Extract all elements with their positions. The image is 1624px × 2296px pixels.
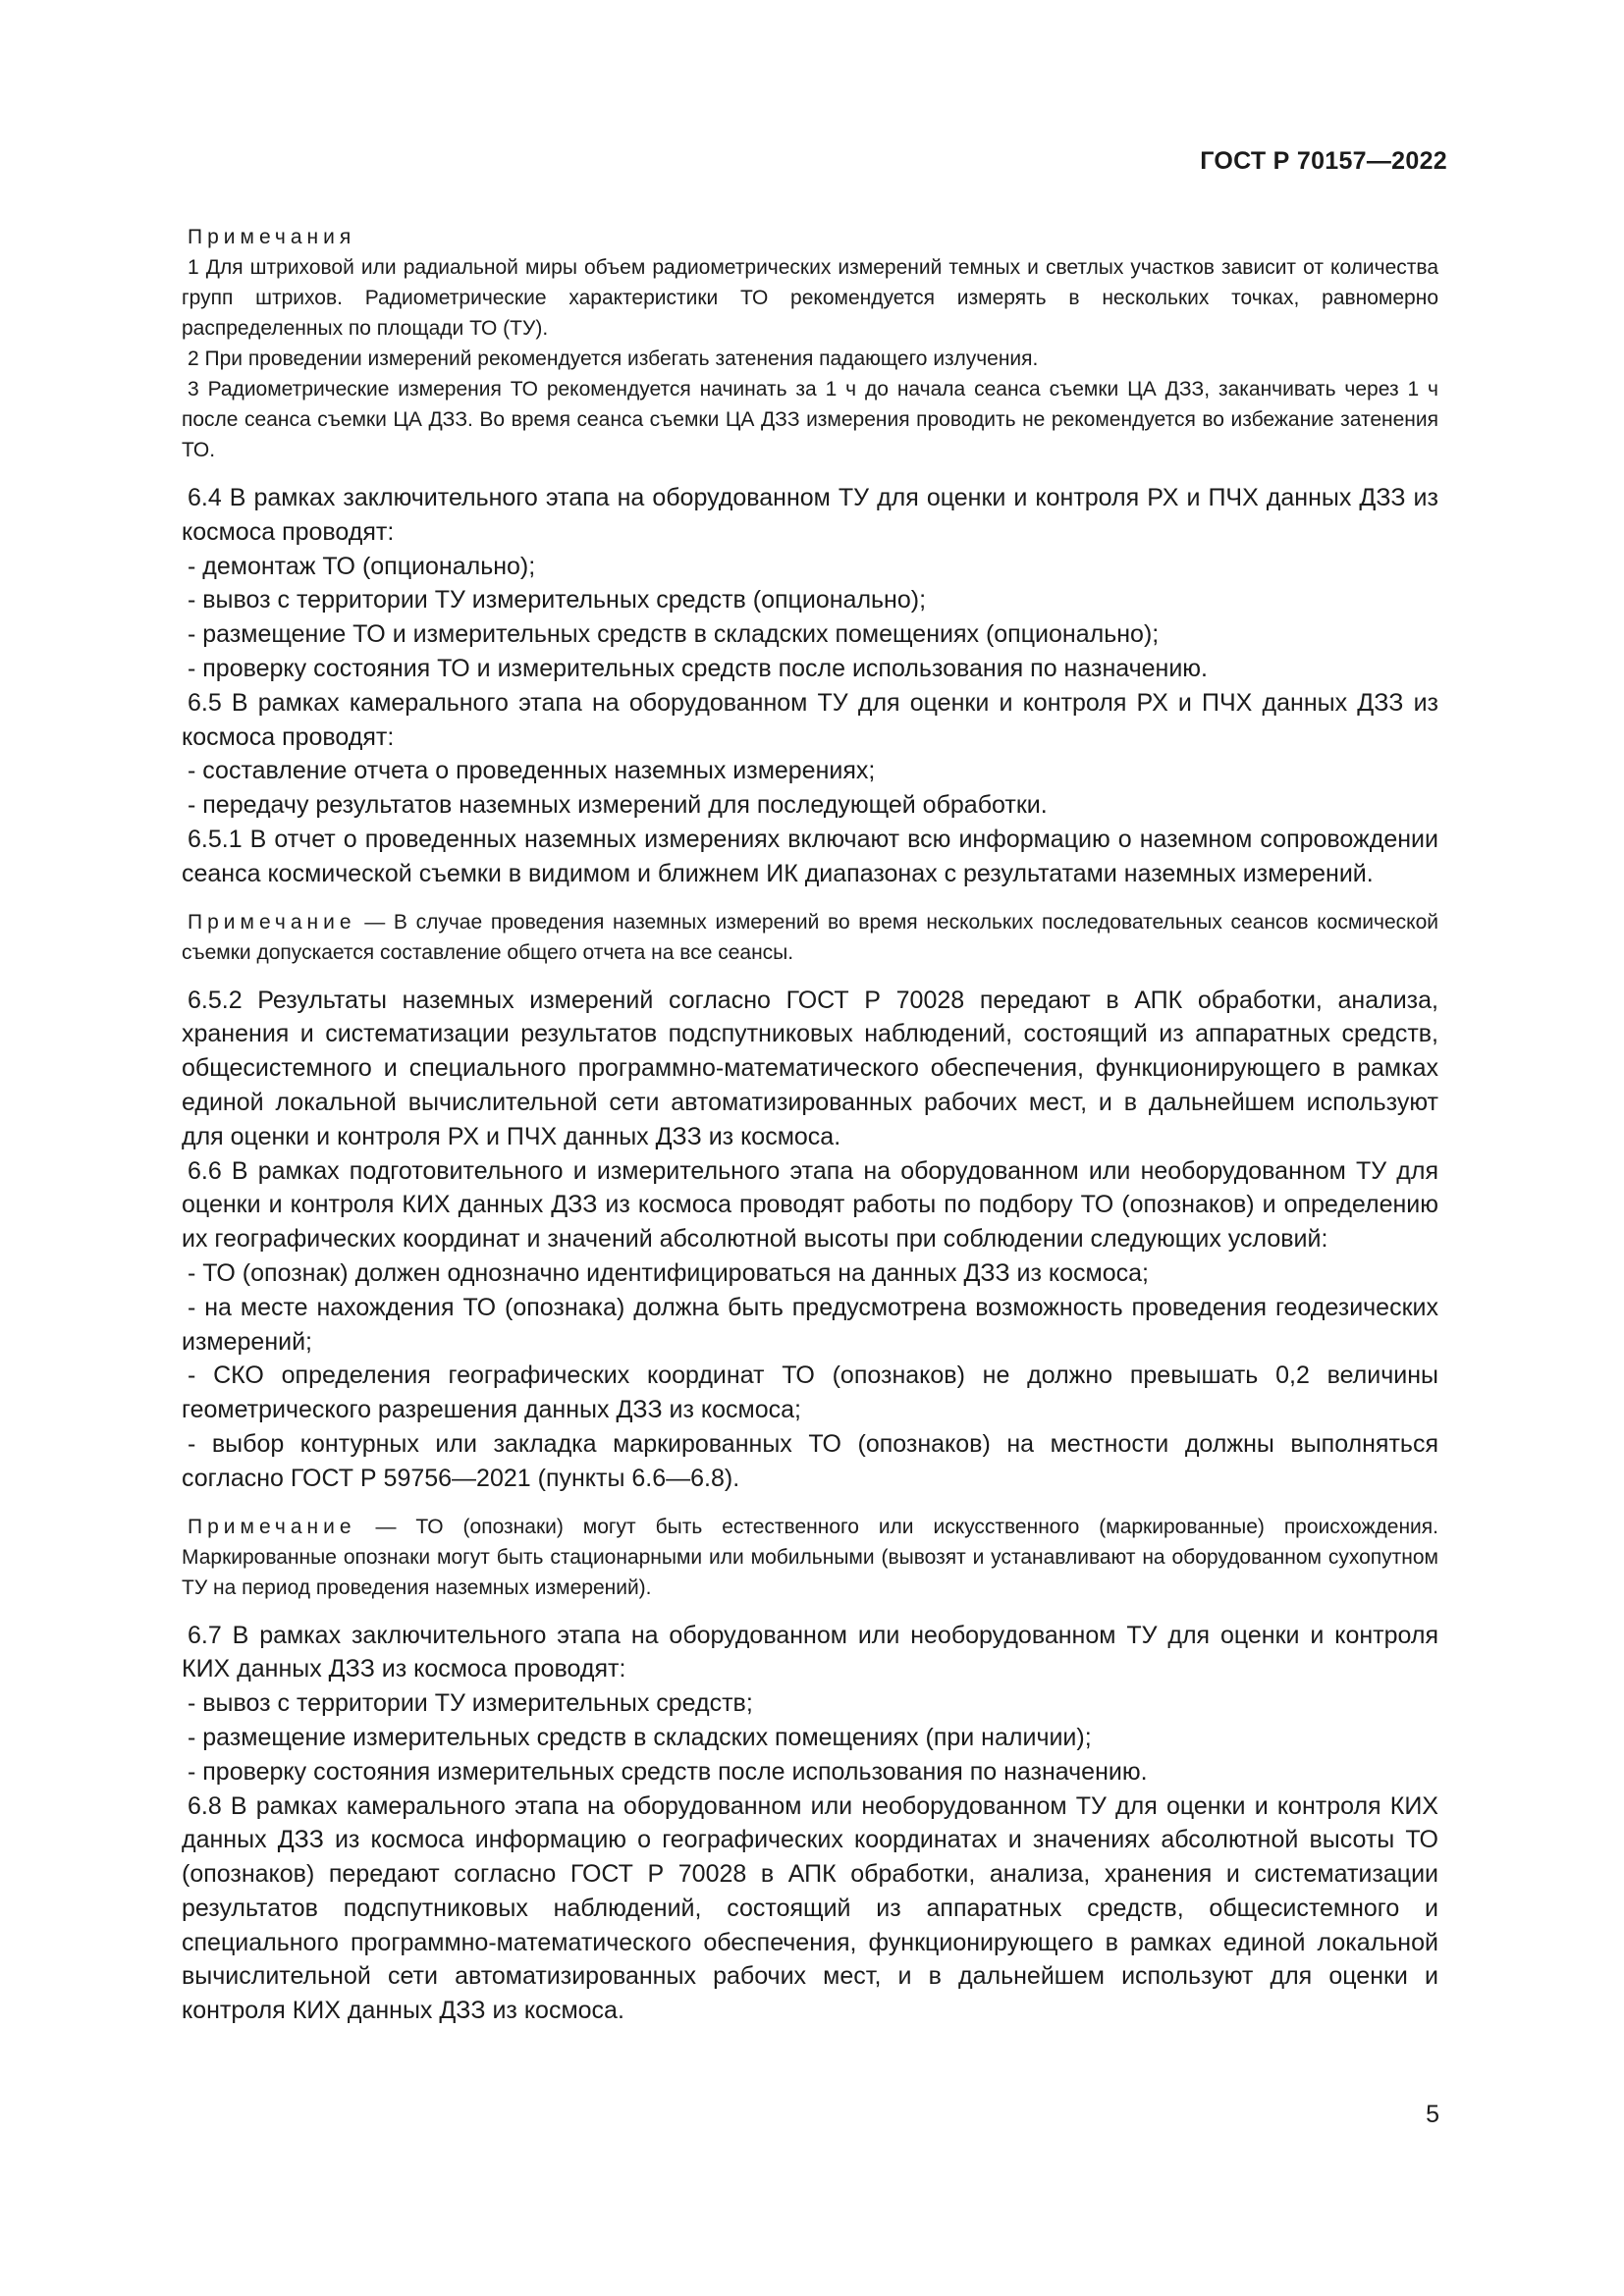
list-item: - размещение измерительных средств в складских помещениях (при наличии);: [188, 1723, 1092, 1751]
text-block-3: [182, 1619, 1438, 2029]
note-item-2: 2 При проведении измерений рекомендуется избегать затенения падающего излучения.: [188, 347, 1039, 370]
paragraph-6-4: 6.4 В рамках заключительного этапа на оборудованном ТУ для оценки и контроля РХ и ПЧХ данных ДЗЗ из космоса проводят:: [182, 484, 1438, 546]
notes-title: Примечания: [188, 226, 356, 248]
note-item-3: 3 Радиометрические измерения ТО рекомендуется начинать за 1 ч до начала сеанса съемки ЦА ДЗЗ, заканчивать через 1 ч после сеанса съемки ЦА ДЗЗ. Во время сеанса съемки ЦА ДЗЗ измерения проводить не рекомендуется во избежание затенения ТО.: [182, 378, 1438, 461]
paragraph-6-5: 6.5 В рамках камерального этапа на оборудованном ТУ для оценки и контроля РХ и ПЧХ данных ДЗЗ из космоса проводят:: [182, 688, 1438, 751]
list-item: - составление отчета о проведенных наземных измерениях;: [188, 757, 876, 785]
list-item: - вывоз с территории ТУ измерительных средств (опционально);: [188, 586, 927, 614]
note-text: — ТО (опознаки) могут быть естественного или искусственного (маркированные) происхождения. Маркированные опознаки могут быть стационарными или мобильными (вывозят и устанавливают на оборудованном сухопутном ТУ на период проведения наземных измерений).: [182, 1515, 1438, 1599]
list-item: - выбор контурных или закладка маркированных ТО (опознаков) на местности должны выполняться согласно ГОСТ Р 59756—2021 (пункты 6.6—6.8).: [182, 1429, 1438, 1492]
text-block-1: [182, 481, 1438, 891]
note-block-3: [182, 1512, 1438, 1603]
list-item: - вывоз с территории ТУ измерительных средств;: [188, 1689, 753, 1718]
document-code: ГОСТ Р 70157—2022: [1200, 147, 1447, 175]
page-content: [182, 222, 1438, 2028]
note-text: — В случае проведения наземных измерений во время нескольких последовательных сеансов космической съемки допускается составление общего отчета на все сеансы.: [182, 910, 1438, 964]
paragraph-6-7: 6.7 В рамках заключительного этапа на оборудованном или необорудованном ТУ для оценки и контроля КИХ данных ДЗЗ из космоса проводят:: [182, 1621, 1438, 1683]
note-block-2: [182, 907, 1438, 968]
list-item: - передачу результатов наземных измерений для последующей обработки.: [188, 791, 1048, 820]
list-item: - ТО (опознак) должен однозначно идентифицироваться на данных ДЗЗ из космоса;: [188, 1258, 1149, 1287]
page-number: 5: [1426, 2101, 1439, 2128]
note-label: Примечание: [188, 1515, 356, 1538]
list-item: - демонтаж ТО (опционально);: [188, 552, 536, 580]
list-item: - СКО определения географических координат ТО (опознаков) не должно превышать 0,2 величины геометрического разрешения данных ДЗЗ из космоса;: [182, 1362, 1438, 1424]
paragraph-6-5-1: 6.5.1 В отчет о проведенных наземных измерениях включают всю информацию о наземном сопровождении сеанса космической съемки в видимом и ближнем ИК диапазонах с результатами наземных измерений.: [182, 825, 1438, 887]
list-item: - проверку состояния измерительных средств после использования по назначению.: [188, 1757, 1148, 1786]
list-item: - проверку состояния ТО и измерительных средств после использования по назначению.: [188, 654, 1209, 682]
list-item: - на месте нахождения ТО (опознака) должна быть предусмотрена возможность проведения геодезических измерений;: [182, 1293, 1438, 1356]
paragraph-6-5-2: 6.5.2 Результаты наземных измерений согласно ГОСТ Р 70028 передают в АПК обработки, анализа, хранения и систематизации результатов подспутниковых наблюдений, состоящий из аппаратных средств, общесистемного и специального программно-математического обеспечения, функционирующего в рамках единой локальной вычислительной сети автоматизированных рабочих мест, и в дальнейшем используют для оценки и контроля РХ и ПЧХ данных ДЗЗ из космоса.: [182, 986, 1438, 1150]
text-block-2: [182, 984, 1438, 1496]
note-item-1: 1 Для штриховой или радиальной миры объем радиометрических измерений темных и светлых участков зависит от количества групп штрихов. Радиометрические характеристики ТО рекомендуется измерять в нескольких точках, равномерно распределенных по площади ТО (ТУ).: [182, 256, 1438, 340]
list-item: - размещение ТО и измерительных средств в складских помещениях (опционально);: [188, 620, 1160, 649]
paragraph-6-6: 6.6 В рамках подготовительного и измерительного этапа на оборудованном или необорудованном ТУ для оценки и контроля КИХ данных ДЗЗ из космоса проводят работы по подбору ТО (опознаков) и определению их географических координат и значений абсолютной высоты при соблюдении следующих условий:: [182, 1156, 1438, 1254]
notes-block-1: [182, 222, 1438, 465]
paragraph-6-8: 6.8 В рамках камерального этапа на оборудованном или необорудованном ТУ для оценки и контроля КИХ данных ДЗЗ из космоса информацию о географических координатах и значениях абсолютной высоты ТО (опознаков) передают согласно ГОСТ Р 70028 в АПК обработки, анализа, хранения и систематизации результатов подспутниковых наблюдений, состоящий из аппаратных средств, общесистемного и специального программно-математического обеспечения, функционирующего в рамках единой локальной вычислительной сети автоматизированных рабочих мест, и в дальнейшем используют для оценки и контроля КИХ данных ДЗЗ из космоса.: [182, 1791, 1438, 2025]
note-label: Примечание: [188, 910, 356, 934]
